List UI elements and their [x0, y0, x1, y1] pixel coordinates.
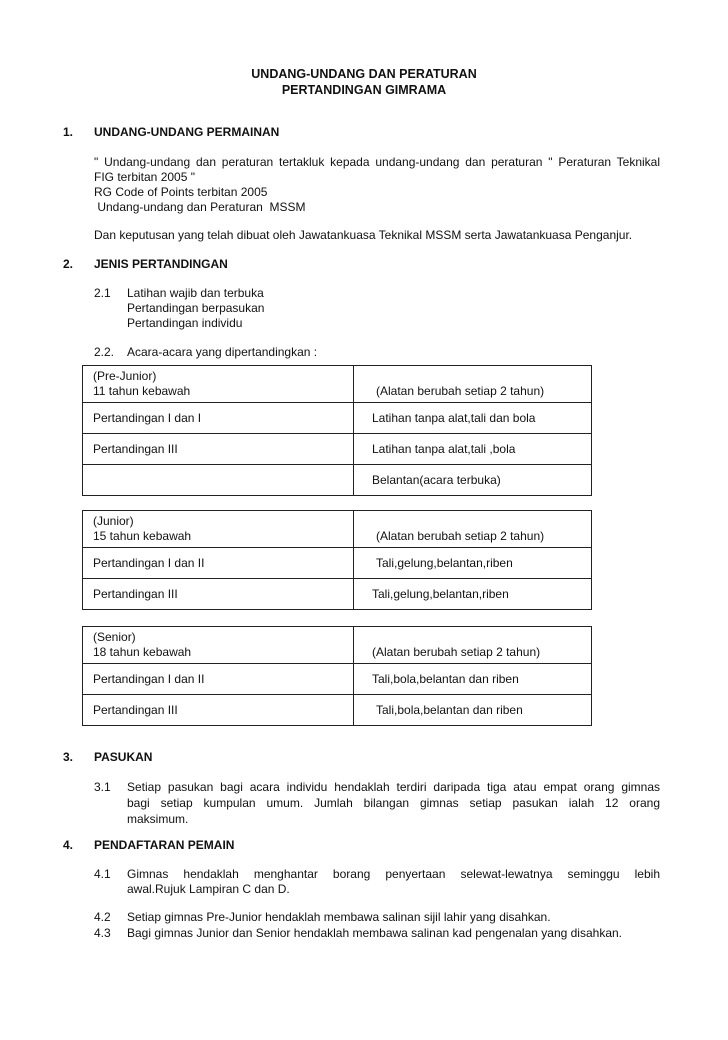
table-row: [83, 366, 592, 403]
category-label: (Senior): [93, 630, 136, 644]
item-3-1-line-1: Setiap pasukan bagi acara individu hendaklah terdiri daripada tiga atau empat orang gimnas: [127, 780, 660, 794]
table-row: [83, 434, 592, 465]
item-2-1-line-3: Pertandingan individu: [127, 316, 243, 330]
section1-line-2: FIG terbitan 2005 ": [94, 170, 195, 184]
section1-heading: UNDANG-UNDANG PERMAINAN: [94, 125, 280, 139]
table-cell: Pertandingan I dan II: [83, 548, 354, 579]
table-row: [83, 579, 592, 610]
item-2-1-line-2: Pertandingan berpasukan: [127, 301, 265, 315]
table-cell: Pertandingan I dan II: [83, 664, 354, 695]
table-cell: Tali,gelung,belantan,riben: [354, 548, 592, 579]
table-cell: (Alatan berubah setiap 2 tahun): [354, 627, 592, 664]
section4-heading: PENDAFTARAN PEMAIN: [94, 838, 235, 852]
table-junior: [82, 510, 592, 610]
table-cell: Tali,gelung,belantan,riben: [354, 579, 592, 610]
table-cell: Tali,bola,belantan dan riben: [354, 664, 592, 695]
item-4-3-number: 4.3: [94, 926, 111, 940]
section1-line-3: RG Code of Points terbitan 2005: [94, 185, 268, 199]
table-row: [83, 511, 592, 548]
table-cell: Tali,bola,belantan dan riben: [354, 695, 592, 726]
table-cell: Belantan(acara terbuka): [354, 465, 592, 496]
item-4-2-number: 4.2: [94, 910, 111, 924]
doc-title-line2: PERTANDINGAN GIMRAMA: [281, 83, 447, 97]
age-label: 18 tahun kebawah: [93, 645, 192, 659]
table-cell: Pertandingan III: [83, 434, 354, 465]
table-cell: Pertandingan III: [83, 579, 354, 610]
doc-title-line1: UNDANG-UNDANG DAN PERATURAN: [251, 67, 477, 81]
category-label: (Pre-Junior): [93, 369, 157, 383]
section1-number: 1.: [63, 125, 74, 139]
table-cell: [83, 627, 354, 664]
table-cell: [83, 511, 354, 548]
section2-number: 2.: [63, 257, 74, 271]
item-4-1-line-1: Gimnas hendaklah menghantar borang penyertaan selewat-lewatnya seminggu lebih: [127, 867, 660, 881]
section1-line-4: Undang-undang dan Peraturan MSSM: [94, 200, 306, 214]
item-2-1-number: 2.1: [94, 286, 111, 300]
item-3-1-line-3: maksimum.: [127, 812, 189, 826]
table-cell: Pertandingan III: [83, 695, 354, 726]
item-4-1-line-2: awal.Rujuk Lampiran C dan D.: [127, 882, 290, 896]
table-cell: (Alatan berubah setiap 2 tahun): [354, 511, 592, 548]
section4-number: 4.: [63, 838, 74, 852]
item-2-1-line-1: Latihan wajib dan terbuka: [127, 286, 264, 300]
table-cell: (Alatan berubah setiap 2 tahun): [354, 366, 592, 403]
table-row: [83, 465, 592, 496]
section3-heading: PASUKAN: [94, 750, 153, 764]
table-cell: Pertandingan I dan I: [83, 403, 354, 434]
table-cell: Latihan tanpa alat,tali dan bola: [354, 403, 592, 434]
table-row: [83, 664, 592, 695]
item-3-1-line-2: bagi setiap kumpulan umum. Jumlah bilangan gimnas setiap pasukan ialah 12 orang: [127, 796, 660, 810]
table-row: [83, 627, 592, 664]
table-row: [83, 548, 592, 579]
item-4-2-text: Setiap gimnas Pre-Junior hendaklah membawa salinan sijil lahir yang disahkan.: [127, 910, 551, 924]
item-4-1-number: 4.1: [94, 867, 111, 881]
table-senior: [82, 626, 592, 726]
item-2-2-text: Acara-acara yang dipertandingkan :: [127, 345, 318, 359]
table-cell: Latihan tanpa alat,tali ,bola: [354, 434, 592, 465]
table-cell: [83, 366, 354, 403]
item-3-1-number: 3.1: [94, 780, 111, 794]
age-label: 11 tahun kebawah: [93, 384, 191, 398]
item-2-2-number: 2.2.: [94, 345, 115, 359]
section1-line-1: " Undang-undang dan peraturan tertakluk kepada undang-undang dan peraturan " Peraturan Teknikal: [94, 155, 660, 169]
table-cell: [83, 465, 354, 496]
table-pre-junior: [82, 365, 592, 496]
age-label: 15 tahun kebawah: [93, 529, 192, 543]
table-row: [83, 403, 592, 434]
section3-number: 3.: [63, 750, 74, 764]
item-4-3-text: Bagi gimnas Junior dan Senior hendaklah membawa salinan kad pengenalan yang disahkan.: [127, 926, 622, 940]
section2-heading: JENIS PERTANDINGAN: [94, 257, 228, 271]
section1-paragraph: Dan keputusan yang telah dibuat oleh Jawatankuasa Teknikal MSSM serta Jawatankuasa Penganjur.: [94, 228, 633, 242]
table-row: [83, 695, 592, 726]
category-label: (Junior): [93, 514, 134, 528]
